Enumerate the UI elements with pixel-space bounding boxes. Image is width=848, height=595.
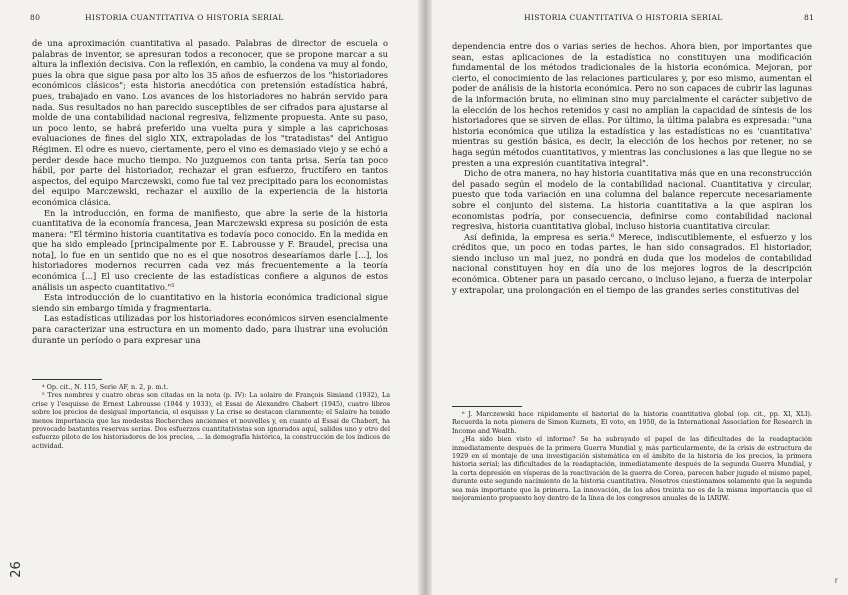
right-page-number: 81: [804, 13, 815, 22]
left-paragraph: En la introducción, en forma de manifiesto, que abre la serie de la historia cuantitativa de la economía francesa, Jean Marczewski expresa su posición de esta manera: "El término historia cuantitativa es todavía poco conocido. En la medida en que ha sido empleado [principalmente por E. Labrousse y F. Braudel, precisa una nota], lo fue en un sentido que no es el que nosotros desearíamos darle [...], los historiadores modernos recurren cada vez más frecuentemente a la teoría económica [...] El uso creciente de las estadísticas confiere a algunos de estos análisis un aspecto cuantitativo."⁵: [32, 207, 388, 292]
footnote: ⁴ Op. cit., N. 115, Serie AF, n. 2, p. m.t.: [42, 383, 169, 391]
right-paragraph: Así definida, la empresa es seria.⁶ Merece, indiscutiblemente, el esfuerzo y los créditos que, un poco en todas partes, le han sido consagrados. El historiador, siendo incluso un mal juez, no pondrá en duda que los modelos de contabilidad nacional constituyen hoy en día uno de los mejores logros de la descripción económica. Obtener para un pasado cercano, o incluso lejano, a fuerza de interpolar y extrapolar, una prolongación en el tiempo de las grandes series constitutivas del: [452, 231, 812, 295]
right-page: [424, 0, 848, 595]
footnote-rule: [32, 379, 102, 380]
right-body-text: [452, 41, 812, 295]
left-running-head: HISTORIA CUANTITATIVA O HISTORIA SERIAL: [85, 13, 284, 22]
left-paragraph: Las estadísticas utilizadas por los historiadores económicos sirven esencialmente para caracterizar una estructura en un momento dado, para ilustrar una evolución durante un período o para expresar una: [32, 313, 388, 345]
footnote: ⁶ J. Marczewski hace rápidamente el historial de la historia cuantitativa global (op. cit., pp. XI, XLI). Recuerda la nota pionera de Simon Kuznets, El voto, en 1950, de la International Association for Research in Income and Wealth.: [452, 410, 812, 435]
left-paragraph: Esta introducción de lo cuantitativo en la historia económica tradicional sigue siendo sin embargo tímida y fragmentaria.: [32, 292, 388, 313]
footnote: ¿Ha sido bien visto el informe? Se ha subrayado el papel de las dificultades de la readaptación inmediatamente después de la primera Guerra Mundial y, más particularmente, de la crisis de estructura de 1929 en el montaje de una investigación sistemática en el ámbito de la historia de los precios, la primera historia serial; las dificultades de la readaptación, inmediatamente después de la segunda Guerra Mundial, y la corta depresión en vísperas de la reactivación de la guerra de Corea, parecen haber jugado el mismo papel, durante este segundo nacimiento de la historia cuantitativa. Nosotros cuestionamos solamente que la segunda sea más importante que la primera. La innovación, de los años treinta no es de la misma importancia que el mejoramiento propuesto hoy dentro de la línea de los congresos anuales de la IARIW.: [452, 435, 812, 503]
handwritten-margin-number: 26: [8, 561, 24, 578]
left-page-number: 80: [30, 13, 41, 22]
right-paragraph: Dicho de otra manera, no hay historia cuantitativa más que en una reconstrucción del pasado según el modelo de la contabilidad nacional. Cuantitativa y circular, puesto que toda variación en una columna del balance repercute necesariamente sobre el conjunto del sistema. La historia cuantitativa a la que aspiran los economistas podría, por consecuencia, definirse como contabilidad nacional regresiva, historia cuantitativa global, incluso historia cuantitativa circular.: [452, 168, 812, 232]
left-paragraph: de una aproximación cuantitativa al pasado. Palabras de director de escuela o palabras de inventor, se apresuran todos a reconocer, que se propone marcar a su altura la inflexión decisiva. Con la reflexión, en cambio, la condena va muy al fondo, pues la obra que sigue pasa por alto los 35 años de esfuerzos de los "historiadores económicos clásicos"; esta historia anecdótica con pretensión estadística habrá, pues, trabajado en vano. Los avances de los historiadores no habrán servido para nada. Sus resultados no han parecido susceptibles de ser cifrados para ajustarse al molde de una contabilidad nacional regresiva, felizmente propuesta. Ante su paso, un poco lento, se habrá preferido una vuelta pura y simple a las caprichosas evaluaciones de fines del siglo XIX, extrapoladas de los "tratadistas" del Antiguo Régimen. El odre es nuevo, ciertamente, pero el vino es demasiado viejo y se echó a perder desde hace mucho tiempo. No juzguemos con tanta prisa. Sería tan poco hábil, por parte del historiador, rechazar el gran esfuerzo, fructífero en tantos aspectos, del equipo Marczewski, como fue tal vez precipitado para los economistas del equipo Marczewski, rechazar el auxilio de la experiencia de la historia económica clásica.: [32, 38, 388, 207]
footnote: ⁵ Tres nombres y cuatro obras son citadas en la nota (p. IV): La solaire de François Simiand (1932), La crise y l'esquisse de Ernest Labrousse (1944 y 1933), el Essai de Alexandre Chabert (1945), cuatro libros sobre los precios de desigual importancia, el esquisse y La crise se destacan claramente; el Salaire ha tenido menos importancia que las modestas Recherches anciennes et nouvelles y, en cuanto al Essai de Chabert, ha provocado bastantes reservas serias. Dos esfuerzos cuantitativistas son ignorados aquí, salidos uno y otro del esfuerzo piloto de los historiadores de los precios, ... la demografía histórica, la construcción de los índices de actividad.: [32, 391, 390, 450]
footnote-rule: [452, 406, 522, 407]
right-footnotes: [452, 410, 812, 502]
right-paragraph: dependencia entre dos o varias series de hechos. Ahora bien, por importantes que sean, estas aplicaciones de la estadística no constituyen una modificación fundamental de los métodos tradicionales de la historia económica. Mejoran, por cierto, el conocimiento de las relaciones particulares y, por eso mismo, aumentan el poder de análisis de la historia económica. Pero no son capaces de cubrir las lagunas de la información bruta, no eliminan sino muy parcialmente el carácter subjetivo de la elección de los hechos retenidos y casi no amplían la capacidad de síntesis de los historiadores que se sirven de ellas. Por último, la última palabra es expresada: "una historia económica que utiliza la estadística y las estadísticas no es 'cuantitativa' mientras su gestión básica, es decir, la elección de los hechos por retener, no se haga según métodos cuantitativos, y mientras las conclusiones a las que llegue no se presten a una expresión cuantitativa integral".: [452, 41, 812, 168]
left-body-text: [32, 38, 388, 345]
right-running-head: HISTORIA CUANTITATIVA O HISTORIA SERIAL: [524, 13, 723, 22]
book-gutter-shadow: [418, 0, 432, 595]
left-footnotes: [32, 383, 390, 450]
corner-mark: r: [834, 576, 838, 585]
